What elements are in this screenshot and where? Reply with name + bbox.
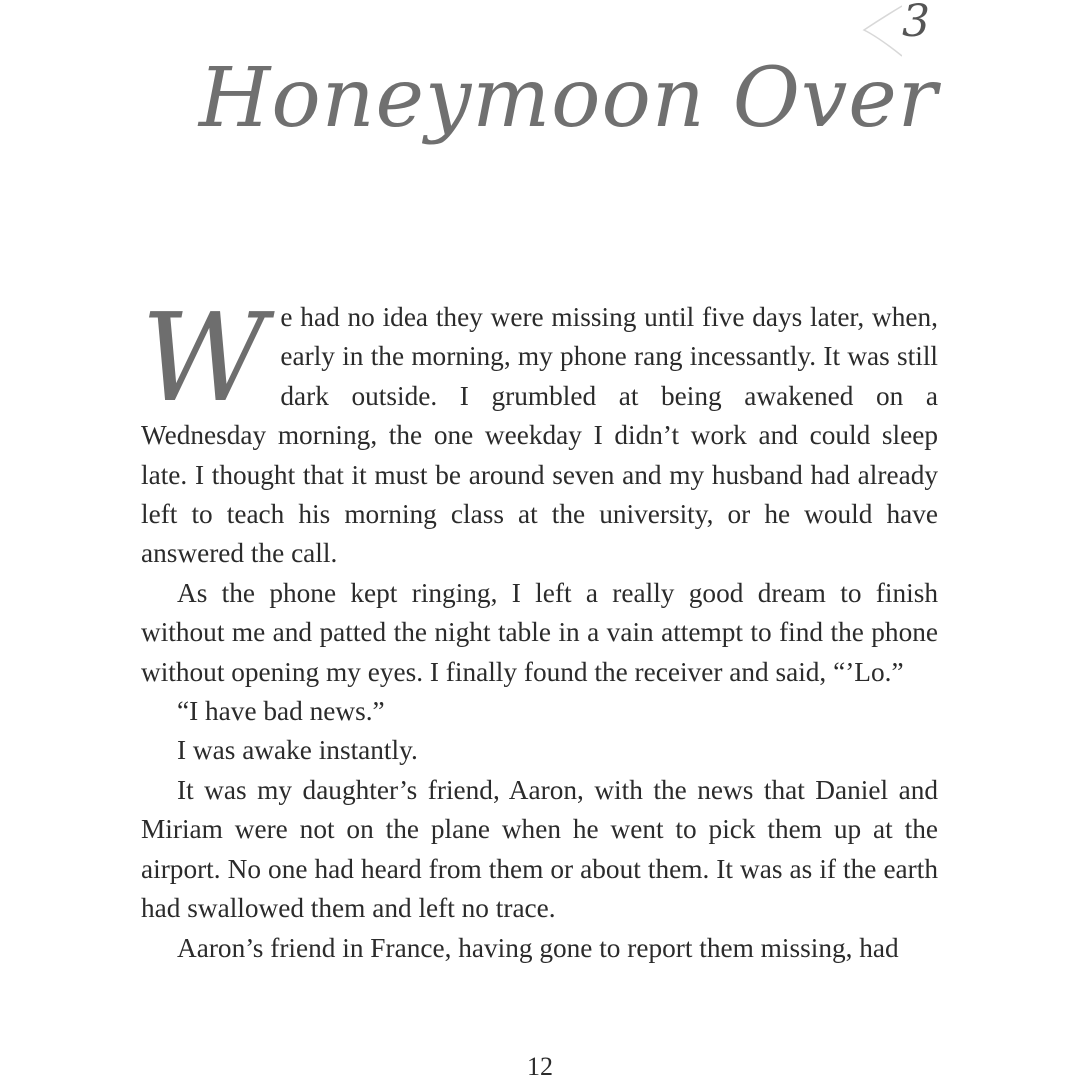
chapter-title: Honeymoon Over [198, 51, 938, 146]
paragraph: “I have bad news.” [177, 696, 385, 727]
paragraph: It was my daughter’s friend, Aaron, with the news that Daniel and Miriam were not on the plane when he went to pick them up at the airport. No one had heard from them or about them. It was as if the earth had swallowed them and left no trace. [141, 774, 938, 924]
chapter-body [141, 287, 938, 968]
paragraph: I was awake instantly. [177, 735, 418, 766]
paragraph: As the phone kept ringing, I left a really good dream to finish without me and patted the night table in a vain attempt to find the phone without opening my eyes. I finally found the receiver and said, “’Lo.” [141, 577, 938, 687]
drop-cap: W [141, 287, 263, 429]
paragraph: Aaron’s friend in France, having gone to report them missing, had [177, 932, 899, 963]
page-number: 12 [527, 1052, 553, 1081]
chapter-number: 3 [902, 0, 930, 47]
chapter-tab-decoration [862, 2, 902, 58]
paragraph: e had no idea they were missing until five days later, when, early in the morning, my phone rang incessantly. It was still dark outside. I grumbled at being awakened on a Wednesday morning, the one weekday I didn’t work and could sleep late. I thought that it must be around seven and my husband had already left to teach his morning class at the university, or he would have answered the call. [141, 302, 938, 569]
